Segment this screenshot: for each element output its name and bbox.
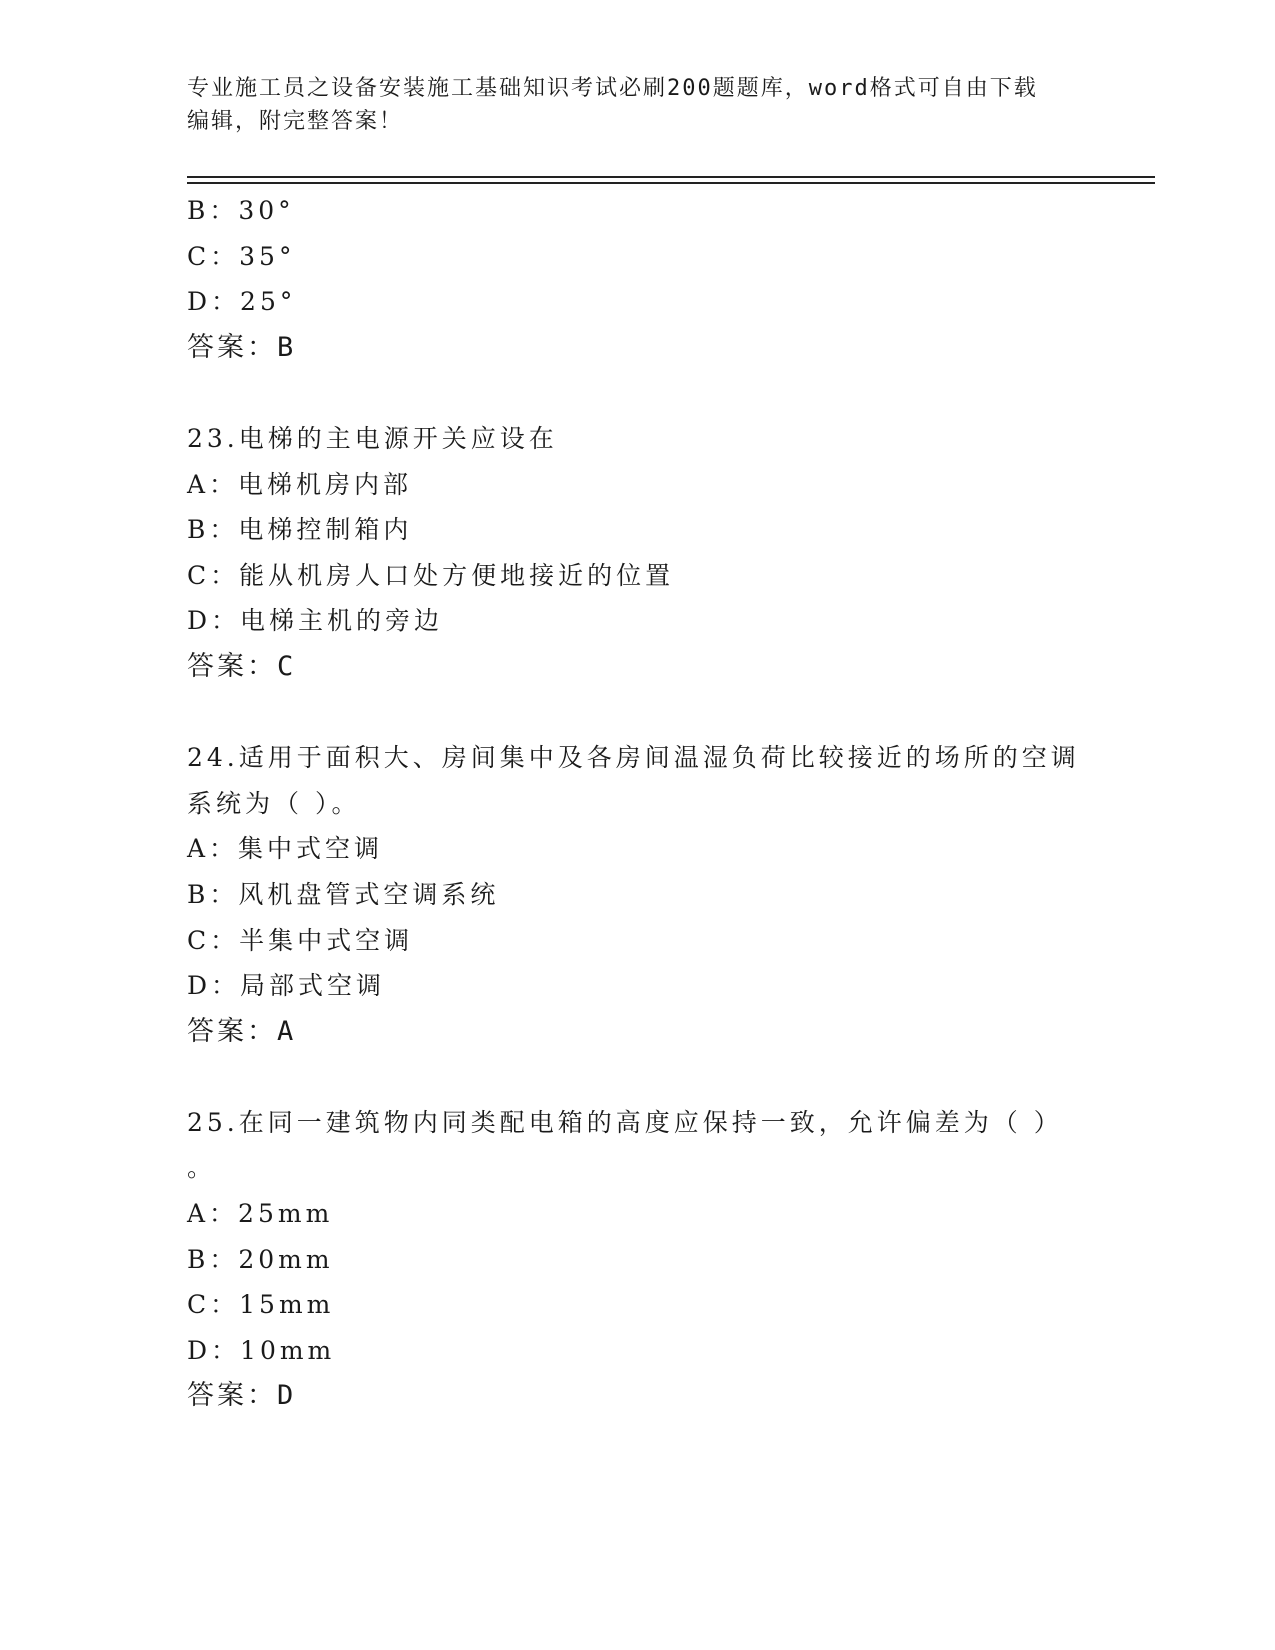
header-rule-bottom (187, 182, 1155, 184)
question-list (187, 188, 1087, 1419)
question-25 (187, 1100, 1087, 1419)
option-c: C：15mm (187, 1290, 335, 1320)
option-c: C：半集中式空调 (187, 925, 414, 955)
option-c: C：35° (187, 241, 296, 271)
option-b: B：风机盘管式空调系统 (187, 879, 500, 909)
option-c: C：能从机房人口处方便地接近的位置 (187, 560, 675, 590)
question-stem: 25.在同一建筑物内同类配电箱的高度应保持一致，允许偏差为（ ） (187, 1107, 1063, 1137)
question-stem-continued: 。 (187, 1153, 217, 1183)
answer-line: 答案：A (187, 1015, 297, 1047)
option-d: D：10mm (187, 1335, 336, 1365)
answer-line: 答案：D (187, 1380, 297, 1412)
option-a: A：25mm (187, 1199, 334, 1229)
question-24 (187, 735, 1087, 1054)
option-b: B：20mm (187, 1244, 334, 1274)
option-b: B：30° (187, 196, 295, 225)
option-d: D：电梯主机的旁边 (187, 606, 444, 636)
option-a: A：电梯机房内部 (187, 469, 413, 499)
question-23 (187, 416, 1087, 690)
option-b: B：电梯控制箱内 (187, 515, 413, 545)
header-line-1: 专业施工员之设备安装施工基础知识考试必刷200题题库，word格式可自由下载 (187, 76, 1038, 101)
header-rule-top (187, 176, 1155, 178)
option-d: D：局部式空调 (187, 971, 386, 1001)
question-stem: 24.适用于面积大、房间集中及各房间温湿负荷比较接近的场所的空调 (187, 743, 1080, 773)
option-a: A：集中式空调 (187, 834, 384, 864)
partial-question (187, 188, 1087, 370)
question-stem-continued: 系统为（ ）。 (187, 788, 361, 818)
header-line-2: 编辑，附完整答案！ (187, 109, 404, 134)
document-header (187, 72, 1087, 138)
answer-line: 答案：C (187, 650, 297, 682)
answer-line: 答案：B (187, 331, 297, 363)
question-stem: 23.电梯的主电源开关应设在 (187, 423, 558, 453)
option-d: D：25° (187, 287, 297, 317)
